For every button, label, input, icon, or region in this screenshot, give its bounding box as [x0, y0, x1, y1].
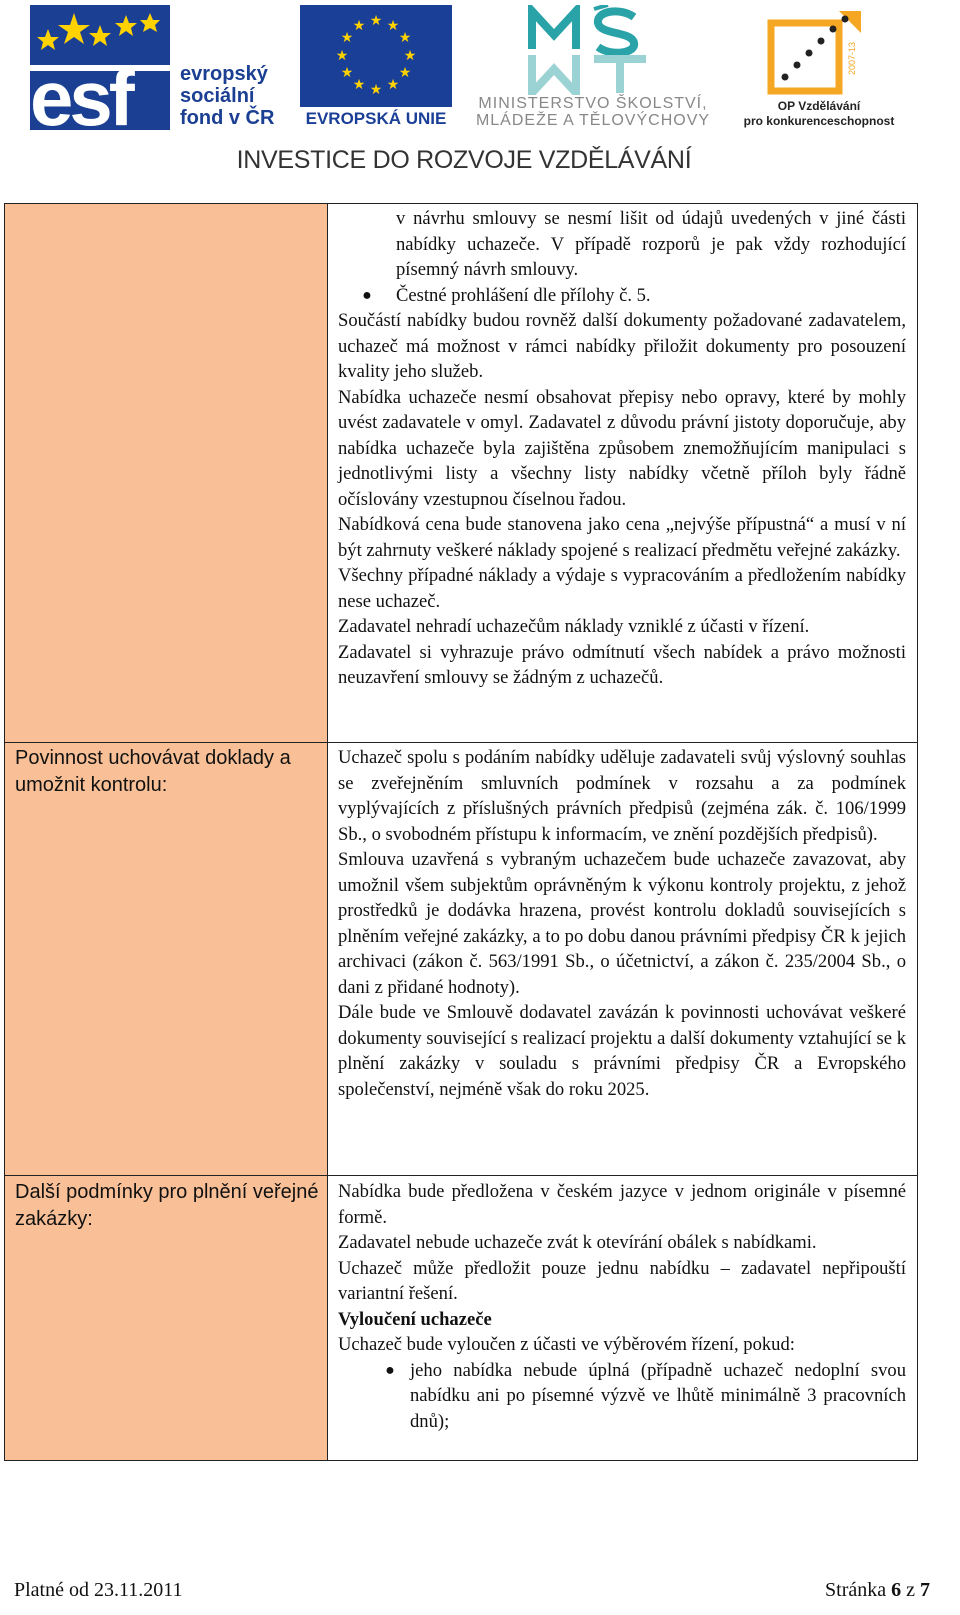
list-item-text: Čestné prohlášení dle přílohy č. 5. — [396, 284, 651, 306]
paragraph: Uchazeč bude vyloučen z účasti ve výběrovém řízení, pokud: — [338, 1334, 795, 1355]
page-prefix: Stránka — [825, 1579, 887, 1601]
footer-page-number — [825, 1579, 930, 1602]
paragraph: Dále bude ve Smlouvě dodavatel zavázán k povinnosti uchovávat veškeré dokumenty související s realizací projektu a další dokumenty vztahující se k plnění zakázky v souladu s právními předpisy ČR a Evropského společenství, nejméně však do roku 2025. — [338, 1002, 906, 1100]
footer-valid-from: Platné od 23.11.2011 — [14, 1579, 183, 1601]
esf-name — [180, 63, 274, 129]
svg-text:★: ★ — [386, 77, 400, 93]
op-emblem-icon — [765, 5, 865, 97]
msmt-line-2: MLÁDEŽE A TĚLOVÝCHOVY — [475, 112, 711, 129]
row-divider — [328, 1175, 917, 1176]
esf-line-3: fond v ČR — [180, 107, 275, 129]
msmt-name — [462, 95, 724, 129]
paragraph: Uchazeč může předložit pouze jednu nabídku – zadavatel nepřipouští variantní řešení. — [338, 1257, 906, 1304]
paragraph: Nabídka bude předložena v českém jazyce v jednom originále v písemné formě. — [338, 1181, 906, 1228]
svg-text:★: ★ — [403, 48, 417, 64]
paragraph: Všechny případné náklady a výdaje s vypracováním a předložením nabídky nese uchazeč. — [338, 565, 906, 612]
paragraph: Nabídková cena bude stanovena jako cena „nejvýše přípustná“ a musí v ní být zahrnuty veškeré náklady spojené s realizací předmětu veřejné zakázky. — [338, 514, 906, 561]
slogan: INVESTICE DO ROZVOJE VZDĚLÁVÁNÍ — [236, 146, 692, 174]
op-line-2: pro konkurenceschopnost — [743, 114, 895, 128]
paragraph: v návrhu smlouvy se nesmí lišit od údajů uvedených v jiné části nabídky uchazeče. V případě rozporů je pak vždy rozhodující písemný návrh smlouvy. — [396, 208, 906, 280]
conditions-table — [4, 203, 918, 1461]
msmt-monogram-icon — [524, 5, 654, 95]
row-inspection-content — [338, 745, 906, 1102]
svg-text:★: ★ — [369, 13, 383, 29]
op-line-1: OP Vzdělávání — [777, 99, 861, 113]
section-heading: Vyloučení uchazeče — [338, 1308, 492, 1330]
page-total: 7 — [920, 1579, 930, 1601]
row-divider — [5, 1175, 327, 1176]
row-offer-content — [338, 206, 906, 691]
svg-text:★: ★ — [386, 18, 400, 34]
label-inspection-duty: Povinnost uchovávat doklady a umožnit kontrolu: — [15, 747, 291, 796]
paragraph: Nabídka uchazeče nesmí obsahovat přepisy nebo opravy, které by mohly uvést zadavatele v omyl. Zadavatel z důvodu právní jistoty doporučuje, aby nabídka uchazeče byla zajištěna způsobem znemožňujícím manipulaci s jednotlivými listy a všechny listy nabídky včetně příloh byly řádně očíslovány vzestupnou číselnou řadou. — [338, 386, 906, 510]
svg-text:★: ★ — [340, 65, 354, 81]
eu-flag-icon — [300, 5, 452, 107]
esf-line-2: sociální — [180, 85, 255, 107]
svg-text:★: ★ — [352, 77, 366, 93]
esf-line-1: evropský — [180, 63, 268, 85]
list-item-text: jeho nabídka nebude úplná (případně uchazeč nedoplní svou nabídku ani po písemné výzvě ve lhůtě minimálně 3 pracovních dnů); — [410, 1359, 906, 1432]
row-other-content — [338, 1179, 906, 1434]
svg-text:esf: esf — [30, 54, 131, 130]
op-name — [733, 99, 905, 129]
page-current: 6 — [891, 1579, 902, 1601]
page-sep: z — [906, 1579, 915, 1601]
eu-logo — [300, 5, 452, 130]
eu-name: EVROPSKÁ UNIE — [305, 109, 447, 128]
msmt-logo — [462, 5, 724, 130]
svg-text:★: ★ — [352, 18, 366, 34]
header-banner — [0, 0, 960, 200]
content-column — [328, 204, 917, 1460]
paragraph: Zadavatel nehradí uchazečům náklady vzniklé z účasti v řízení. — [338, 616, 810, 637]
svg-text:★: ★ — [340, 30, 354, 46]
paragraph: Zadavatel nebude uchazeče zvát k otevírání obálek s nabídkami. — [338, 1232, 817, 1253]
bullet-icon: ● — [362, 286, 372, 304]
label-column — [5, 204, 328, 1460]
list-item — [338, 283, 906, 309]
list-item — [338, 1358, 906, 1435]
svg-text:★: ★ — [369, 82, 383, 98]
paragraph: Smlouva uzavřená s vybraným uchazečem bude uchazeče zavazovat, aby umožnil všem subjektům oprávněným k výkonu kontroly projektu, z jehož prostředků je dodávka hrazena, provést kontrolu dokladů souvisejících s plněním veřejné zakázky, a to po dobu danou právními předpisy ČR k jejich archivaci (zákon č. 563/1991 Sb., o účetnictví, a zákon č. 235/2004 Sb., o dani z přidané hodnoty). — [338, 849, 906, 998]
svg-text:2007-13: 2007-13 — [847, 41, 857, 75]
svg-text:★: ★ — [398, 65, 412, 81]
svg-text:★: ★ — [398, 30, 412, 46]
row-divider — [5, 742, 327, 743]
esf-flag-icon — [30, 5, 170, 130]
row-divider — [328, 742, 917, 743]
bullet-icon: ● — [385, 1361, 395, 1379]
label-other-conditions: Další podmínky pro plnění veřejné zakázky: — [15, 1181, 319, 1230]
msmt-line-1: MINISTERSTVO ŠKOLSTVÍ, — [478, 95, 708, 112]
op-logo — [733, 5, 905, 130]
paragraph: Součástí nabídky budou rovněž další dokumenty požadované zadavatelem, uchazeč má možnost v rámci nabídky přiložit dokumenty pro posouzení kvality jeho služeb. — [338, 310, 906, 382]
svg-text:★: ★ — [335, 48, 349, 64]
esf-logo — [30, 5, 292, 130]
paragraph: Zadavatel si vyhrazuje právo odmítnutí všech nabídek a právo možnosti neuzavření smlouvy se žádným z uchazečů. — [338, 641, 906, 688]
paragraph: Uchazeč spolu s podáním nabídky uděluje zadavateli svůj výslovný souhlas se zveřejněním smluvních podmínek v rozsahu a za podmínek vyplývajících z příslušných právních předpisů (zejména zák. č. 106/1999 Sb., o svobodném přístupu k informacím, ve znění pozdějších předpisů). — [338, 747, 906, 845]
